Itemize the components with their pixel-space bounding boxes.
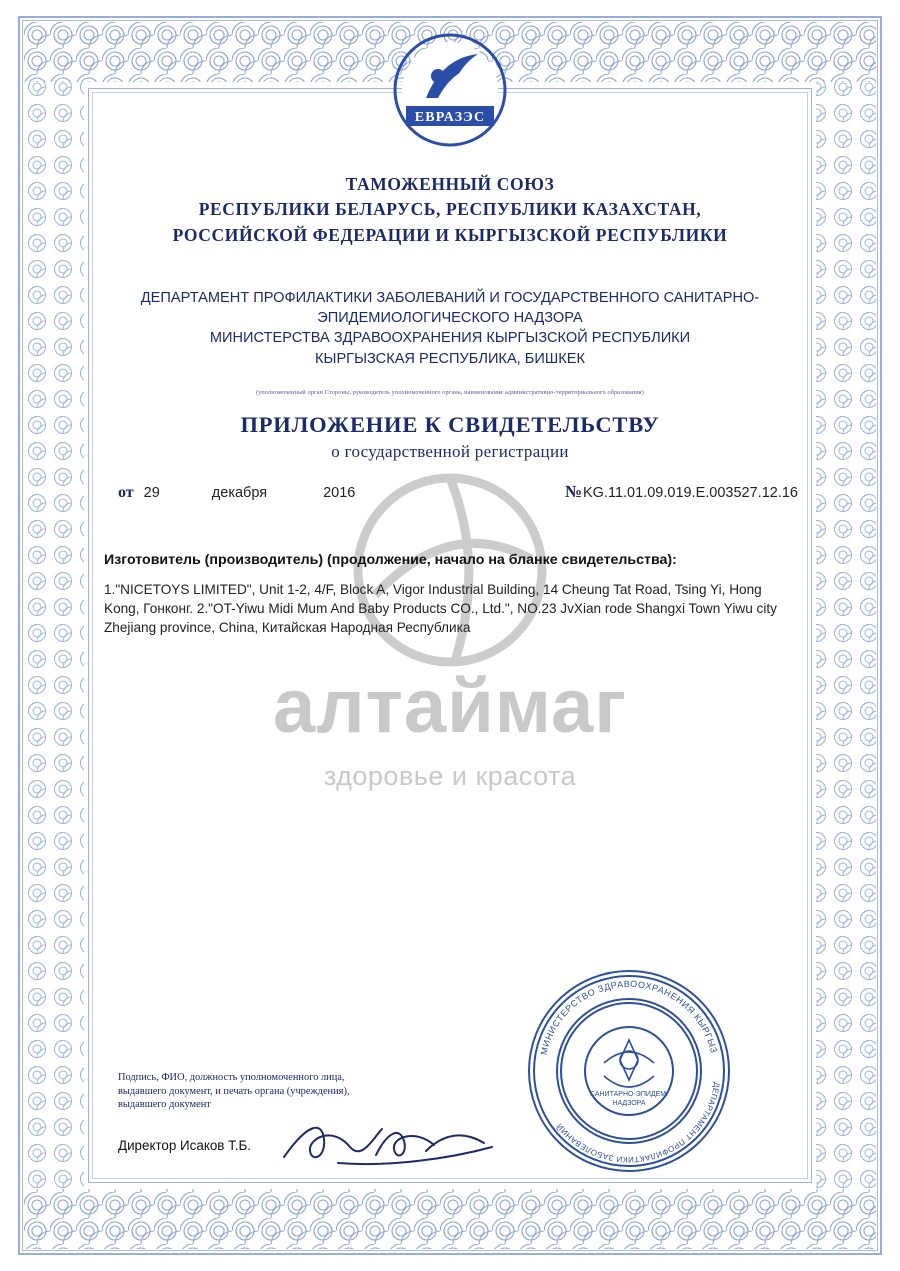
signature-note-line-3: выдавшего документ [118, 1099, 211, 1111]
watermark-subtitle: здоровье и красота [323, 761, 577, 791]
authority-line-3: МИНИСТЕРСТВА ЗДРАВООХРАНЕНИЯ КЫРГЫЗСКОЙ РЕСПУБЛИКИ [209, 330, 691, 347]
header-line-1: ТАМОЖЕННЫЙ СОЮЗ [345, 174, 555, 194]
signature-note [118, 1071, 538, 1112]
date-label: от [118, 483, 134, 501]
manufacturer-text: 1."NICETOYS LIMITED", Unit 1-2, 4/F, Block A, Vigor Industrial Building, 14 Cheung Tat Road, Tsing Yi, Hong Kong, Гонконг. 2."OT-Yiwu Midi Mum And Baby Products CO., Ltd.", NO.23 JvXian rode Shangxi Town Yiwu city Zhejiang province, China, Китайская Народная Республика [104, 581, 777, 636]
number-sign: № [564, 481, 582, 501]
authority-line-1: ДЕПАРТАМЕНТ ПРОФИЛАКТИКИ ЗАБОЛЕВАНИЙ И ГОСУДАРСТВЕННОГО САНИТАРНО- [140, 290, 760, 307]
svg-text:САНИТАРНО-ЭПИДЕМ.: САНИТАРНО-ЭПИДЕМ. [589, 1091, 669, 1098]
authority-line-2: ЭПИДЕМИОЛОГИЧЕСКОГО НАДЗОРА [317, 310, 583, 327]
signature-note-line-2: выдавшего документ, и печать органа (учреждения), [118, 1085, 350, 1097]
svg-text:НАДЗОРА: НАДЗОРА [612, 1100, 646, 1107]
authority-block [100, 288, 800, 369]
signature-block [118, 1071, 538, 1153]
authority-caption: (уполномоченный орган Стороны, руководитель уполномоченного органа, наименование административно-территориального образования) [255, 388, 645, 396]
header-line-2: РЕСПУБЛИКИ БЕЛАРУСЬ, РЕСПУБЛИКИ КАЗАХСТАН, [198, 199, 702, 220]
date-day: 29 [143, 484, 160, 501]
svg-text:ЕВРАЗЭС: ЕВРАЗЭС [414, 110, 486, 125]
handwritten-signature [278, 1117, 508, 1178]
number-value: KG.11.01.09.019.Е.003527.12.16 [583, 484, 798, 501]
manufacturer-label: Изготовитель (производитель) (продолжение, начало на бланке свидетельства): [104, 551, 677, 568]
document-title: ПРИЛОЖЕНИЕ К СВИДЕТЕЛЬСТВУ [240, 411, 660, 437]
registration-number [565, 482, 798, 502]
header-block [100, 172, 800, 248]
date-month: декабря [211, 484, 268, 501]
svg-text:ДЕПАРТАМЕНТ ПРОФИЛАКТИКИ ЗАБОЛ: ДЕПАРТАМЕНТ ПРОФИЛАКТИКИ ЗАБОЛЕВАНИЙ [554, 1081, 722, 1165]
watermark-title: алтаймаг [273, 664, 627, 749]
signatory-name: Директор Исаков Т.Б. [118, 1138, 252, 1153]
date-and-number-row [100, 482, 800, 502]
document-subtitle: о государственной регистрации [331, 441, 569, 461]
official-stamp [526, 968, 732, 1179]
svg-text:МИНИСТЕРСТВО ЗДРАВООХРАНЕНИЯ К: МИНИСТЕРСТВО ЗДРАВООХРАНЕНИЯ КЫРГЫЗ [538, 978, 720, 1056]
header-line-3: РОССИЙСКОЙ ФЕДЕРАЦИИ И КЫРГЫЗСКОЙ РЕСПУБЛИКИ [172, 224, 728, 245]
signature-note-line-1: Подпись, ФИО, должность уполномоченного лица, [118, 1071, 345, 1083]
eurasec-emblem-icon [100, 32, 800, 148]
authority-line-4: КЫРГЫЗСКАЯ РЕСПУБЛИКА, БИШКЕК [315, 350, 585, 367]
date-year: 2016 [323, 484, 356, 501]
